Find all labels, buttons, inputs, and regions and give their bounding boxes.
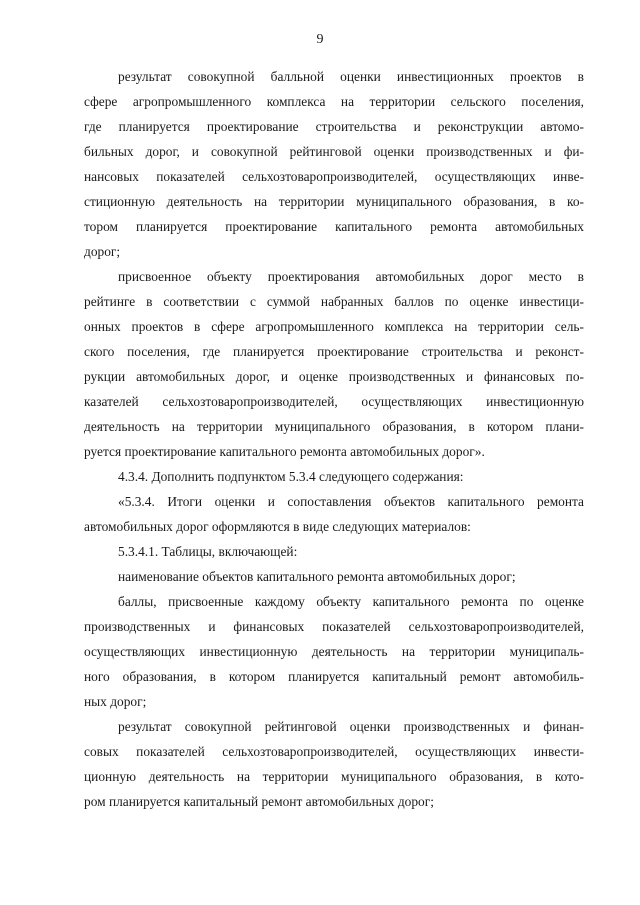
text-line: результат совокупной балльной оценки инвестиционных проектов в <box>118 69 584 84</box>
text-line: бильных дорог, и совокупной рейтинговой оценки производственных и фи- <box>84 144 584 159</box>
page-number: 9 <box>316 32 324 47</box>
text-line: онных проектов в сфере агропромышленного комплекса на территории сель- <box>84 319 584 334</box>
text-line: ционную деятельность на территории муниципального образования, в кото- <box>84 769 584 784</box>
text-line: деятельность на территории муниципального образования, в котором плани- <box>84 419 584 434</box>
text-line: производственных и финансовых показателей сельхозтоваропроизводителей, <box>84 619 584 634</box>
text-line: 4.3.4. Дополнить подпунктом 5.3.4 следующего содержания: <box>118 469 464 484</box>
paragraph <box>84 564 584 589</box>
text-line: нансовых показателей сельхозтоваропроизводителей, осуществляющих инве- <box>84 169 584 184</box>
text-line: рукции автомобильных дорог, и оценке производственных и финансовых по- <box>84 369 584 384</box>
text-line: тором планируется проектирование капитального ремонта автомобильных <box>84 219 584 234</box>
document-body <box>84 64 584 814</box>
text-line: дорог; <box>84 244 121 259</box>
paragraph <box>84 264 584 464</box>
text-line: ского поселения, где планируется проектирование строительства и реконст- <box>84 344 584 359</box>
text-line: руется проектирование капитального ремонта автомобильных дорог». <box>84 444 485 459</box>
text-line: результат совокупной рейтинговой оценки производственных и финан- <box>118 719 584 734</box>
paragraph <box>84 64 584 264</box>
paragraph <box>84 464 584 489</box>
paragraph <box>84 489 584 539</box>
text-line: сфере агропромышленного комплекса на территории сельского поселения, <box>84 94 584 109</box>
text-line: автомобильных дорог оформляются в виде следующих материалов: <box>84 519 471 534</box>
paragraph <box>84 539 584 564</box>
text-line: ных дорог; <box>84 694 147 709</box>
text-line: осуществляющих инвестиционную деятельность на территории муниципаль- <box>84 644 584 659</box>
text-line: совых показателей сельхозтоваропроизводителей, осуществляющих инвести- <box>84 744 584 759</box>
text-line: рейтинге в соответствии с суммой набранных баллов по оценке инвестици- <box>84 294 584 309</box>
text-line: баллы, присвоенные каждому объекту капитального ремонта по оценке <box>118 594 584 609</box>
text-line: казателей сельхозтоваропроизводителей, осуществляющих инвестиционную <box>84 394 584 409</box>
paragraph <box>84 589 584 714</box>
text-line: 5.3.4.1. Таблицы, включающей: <box>118 544 298 559</box>
text-line: наименование объектов капитального ремонта автомобильных дорог; <box>118 569 516 584</box>
text-line: ром планируется капитальный ремонт автомобильных дорог; <box>84 794 434 809</box>
text-line: где планируется проектирование строительства и реконструкции автомо- <box>84 119 584 134</box>
text-line: «5.3.4. Итоги оценки и сопоставления объектов капитального ремонта <box>118 494 584 509</box>
text-line: стиционную деятельность на территории муниципального образования, в ко- <box>84 194 584 209</box>
text-line: ного образования, в котором планируется капитальный ремонт автомобиль- <box>84 669 584 684</box>
paragraph <box>84 714 584 814</box>
text-line: присвоенное объекту проектирования автомобильных дорог место в <box>118 269 584 284</box>
